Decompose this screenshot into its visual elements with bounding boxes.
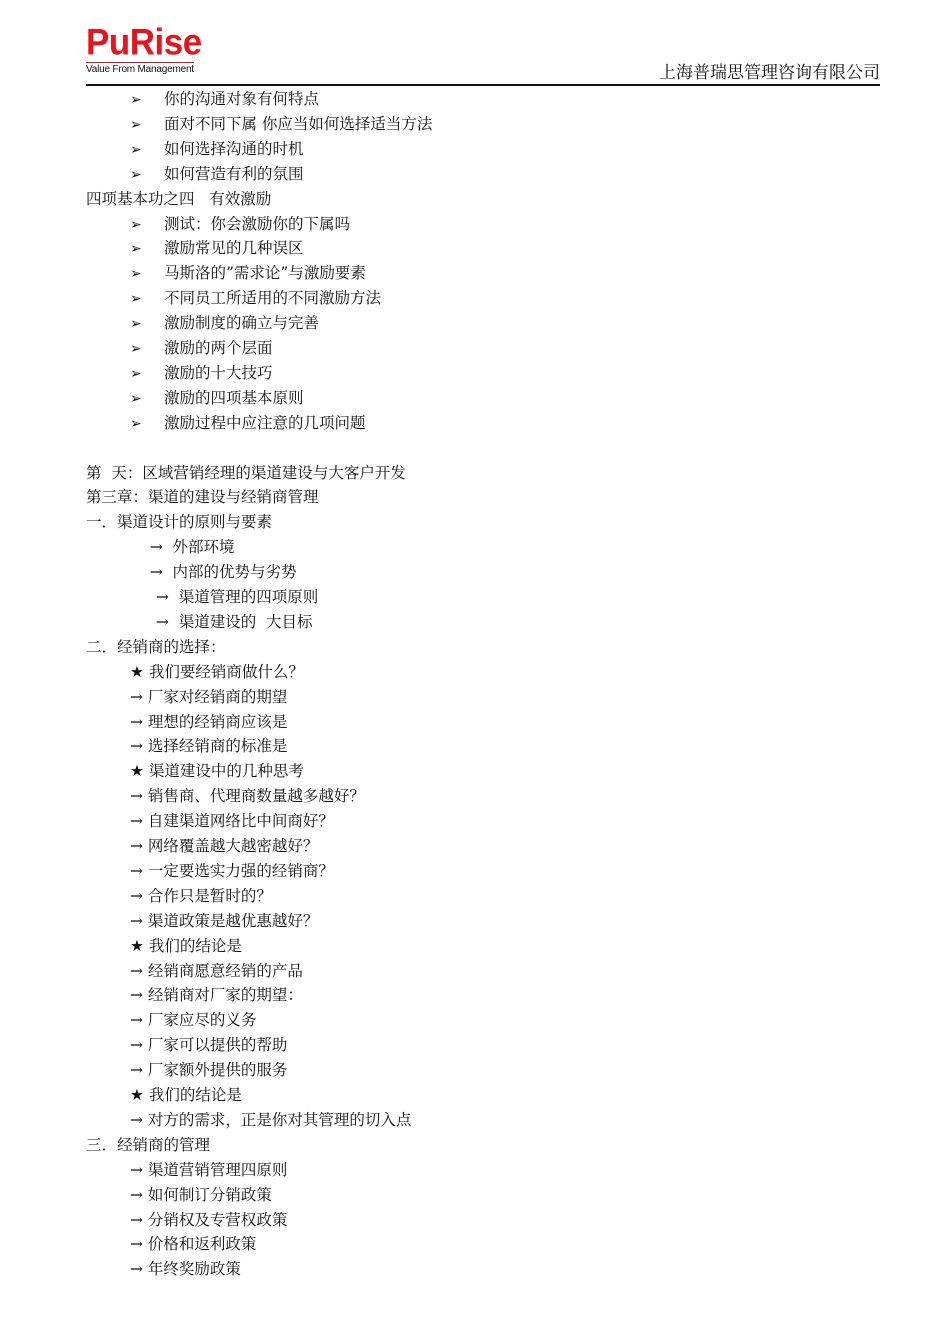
- arrow-right-icon: →: [130, 1110, 143, 1129]
- arrowhead-bullet-icon: ➢: [130, 390, 142, 407]
- arrowhead-bullet-icon: ➢: [130, 166, 142, 183]
- line-text: 不同员工所适用的不同激励方法: [164, 289, 382, 308]
- outline-line: [130, 1208, 287, 1232]
- line-text: 第三章：渠道的建设与经销商管理: [86, 488, 319, 507]
- arrowhead-bullet-icon: ➢: [130, 291, 142, 308]
- outline-line: [130, 560, 297, 584]
- line-text: 经销商愿意经销的产品: [143, 961, 303, 980]
- arrow-right-icon: →: [130, 886, 143, 905]
- outline-line: [130, 1108, 411, 1132]
- outline-line: [130, 759, 304, 783]
- outline-line: [130, 1008, 256, 1032]
- arrow-right-icon: →: [130, 787, 143, 806]
- outline-line: [130, 1232, 256, 1256]
- line-text: 厂家应尽的义务: [143, 1011, 257, 1030]
- line-text: 激励制度的确立与完善: [164, 314, 320, 333]
- line-text: 四项基本功之四 有效激励: [86, 189, 272, 208]
- outline-line: [130, 660, 304, 684]
- logo-tagline: Value From Management: [86, 64, 194, 75]
- line-text: → 渠道建设的 大目标: [146, 612, 313, 631]
- arrow-right-icon: →: [130, 1061, 143, 1080]
- arrowhead-bullet-icon: ➢: [130, 116, 142, 133]
- outline-line: [130, 386, 304, 410]
- arrow-right-icon: →: [130, 812, 143, 831]
- arrowhead-bullet-icon: ➢: [130, 341, 142, 357]
- line-text: 我们的结论是: [143, 936, 242, 955]
- line-text: → 内部的优势与劣势: [130, 563, 297, 582]
- arrow-right-icon: →: [130, 1235, 143, 1254]
- line-text: 激励的四项基本原则: [164, 388, 304, 407]
- arrowhead-bullet-icon: ➢: [130, 365, 142, 382]
- outline-line: [130, 909, 318, 933]
- line-text: 激励的两个层面: [164, 339, 273, 357]
- outline-line: [130, 1058, 287, 1082]
- line-text: 一．渠道设计的原则与要素: [86, 513, 273, 532]
- star-icon: ★: [130, 762, 144, 781]
- outline-line: [146, 610, 313, 634]
- line-text: 销售商、代理商数量越多越好？: [143, 787, 365, 806]
- arrowhead-bullet-icon: ➢: [130, 415, 142, 432]
- line-text: → 渠道管理的四项原则: [146, 588, 319, 606]
- purise-logo: [86, 21, 202, 75]
- logo-wordmark: PuRise: [86, 21, 202, 63]
- outline-line: [130, 934, 242, 958]
- outline-line: [130, 286, 381, 310]
- arrow-right-icon: →: [130, 1011, 143, 1030]
- line-text: 厂家可以提供的帮助: [143, 1036, 288, 1055]
- outline-line: [130, 411, 366, 435]
- outline-line: [86, 1133, 210, 1157]
- line-text: 对方的需求，正是你对其管理的切入点: [143, 1110, 412, 1129]
- line-text: 一定要选实力强的经销商？: [143, 861, 334, 880]
- outline-line: [130, 311, 319, 335]
- outline-line: [86, 485, 319, 509]
- outline-line: [130, 162, 304, 186]
- outline-line: [130, 1158, 287, 1182]
- line-text: 渠道建设中的几种思考: [143, 762, 304, 781]
- outline-line: [130, 1183, 272, 1207]
- line-text: 价格和返利政策: [143, 1235, 257, 1254]
- arrowhead-bullet-icon: ➢: [130, 241, 142, 258]
- outline-line: [130, 1083, 242, 1107]
- outline-line: [130, 685, 287, 709]
- line-text: 自建渠道网络比中间商好？: [143, 812, 334, 831]
- line-text: 三．经销商的管理: [86, 1135, 211, 1154]
- outline-line: [130, 535, 235, 559]
- arrow-right-icon: →: [130, 861, 143, 880]
- outline-line: [130, 1033, 287, 1057]
- line-text: 渠道政策是越优惠越好？: [143, 911, 319, 930]
- outline-line: [130, 236, 304, 260]
- line-text: 测试：你会激励你的下属吗: [164, 214, 351, 233]
- arrowhead-bullet-icon: ➢: [130, 316, 142, 333]
- outline-line: [130, 336, 273, 360]
- outline-line: [130, 710, 287, 734]
- outline-line: [130, 859, 334, 883]
- outline-line: [130, 734, 287, 758]
- arrow-right-icon: →: [130, 986, 143, 1005]
- line-text: 渠道营销管理四原则: [143, 1160, 288, 1179]
- outline-line: [130, 834, 318, 858]
- line-text: 二．经销商的选择：: [86, 637, 226, 656]
- arrow-right-icon: →: [130, 961, 143, 980]
- star-icon: ★: [130, 662, 144, 681]
- line-text: 经销商对厂家的期望：: [143, 986, 303, 1005]
- arrow-right-icon: →: [130, 1160, 143, 1179]
- outline-line: [130, 784, 365, 808]
- company-name: 上海普瑞思管理咨询有限公司: [659, 63, 880, 83]
- line-text: → 外部环境: [130, 538, 235, 557]
- outline-line: [130, 87, 319, 111]
- arrow-right-icon: →: [130, 1260, 143, 1279]
- line-text: 你的沟通对象有何特点: [164, 90, 320, 108]
- star-icon: ★: [130, 936, 144, 955]
- header-divider: [86, 84, 880, 86]
- outline-line: [130, 884, 272, 908]
- line-text: 如何营造有利的氛围: [164, 164, 304, 183]
- outline-line: [130, 983, 303, 1007]
- arrowhead-bullet-icon: ➢: [130, 92, 142, 108]
- line-text: 马斯洛的”需求论”与激励要素: [164, 264, 366, 283]
- line-text: 厂家额外提供的服务: [143, 1061, 288, 1080]
- outline-line: [130, 809, 334, 833]
- line-text: 厂家对经销商的期望: [143, 687, 288, 706]
- arrow-right-icon: →: [130, 1185, 143, 1204]
- line-text: 激励常见的几种误区: [164, 239, 304, 258]
- line-text: 我们要经销商做什么？: [143, 662, 304, 681]
- outline-line: [130, 261, 366, 285]
- line-text: 如何选择沟通的时机: [164, 139, 304, 158]
- arrow-right-icon: →: [130, 837, 143, 855]
- arrow-right-icon: →: [130, 911, 143, 930]
- line-text: 理想的经销商应该是: [143, 712, 288, 731]
- outline-line: [86, 510, 272, 534]
- arrowhead-bullet-icon: ➢: [130, 141, 142, 158]
- line-text: 分销权及专营权政策: [143, 1210, 288, 1229]
- line-text: 年终奖励政策: [143, 1260, 241, 1279]
- line-text: 面对不同下属 你应当如何选择适当方法: [164, 114, 433, 133]
- arrowhead-bullet-icon: ➢: [130, 266, 142, 283]
- outline-line: [130, 112, 432, 136]
- star-icon: ★: [130, 1086, 144, 1104]
- outline-line: [130, 959, 303, 983]
- line-text: 激励过程中应注意的几项问题: [164, 413, 366, 432]
- line-text: 第 天：区域营销经理的渠道建设与大客户开发: [86, 463, 406, 482]
- arrow-right-icon: →: [130, 687, 143, 706]
- outline-line: [130, 1257, 241, 1281]
- line-text: 如何制订分销政策: [143, 1185, 272, 1204]
- outline-line: [130, 361, 273, 385]
- outline-line: [86, 187, 271, 211]
- arrow-right-icon: →: [130, 1210, 143, 1229]
- line-text: 选择经销商的标准是: [143, 737, 288, 756]
- arrow-right-icon: →: [130, 737, 143, 756]
- outline-line: [146, 585, 318, 609]
- outline-line: [86, 635, 226, 659]
- line-text: 合作只是暂时的？: [143, 886, 272, 905]
- line-text: 激励的十大技巧: [164, 363, 273, 382]
- arrow-right-icon: →: [130, 712, 143, 731]
- outline-line: [130, 137, 304, 161]
- outline-line: [130, 212, 350, 236]
- arrowhead-bullet-icon: ➢: [130, 216, 142, 233]
- line-text: 网络覆盖越大越密越好？: [143, 837, 319, 855]
- outline-line: [86, 461, 406, 485]
- line-text: 我们的结论是: [143, 1086, 242, 1104]
- arrow-right-icon: →: [130, 1036, 143, 1055]
